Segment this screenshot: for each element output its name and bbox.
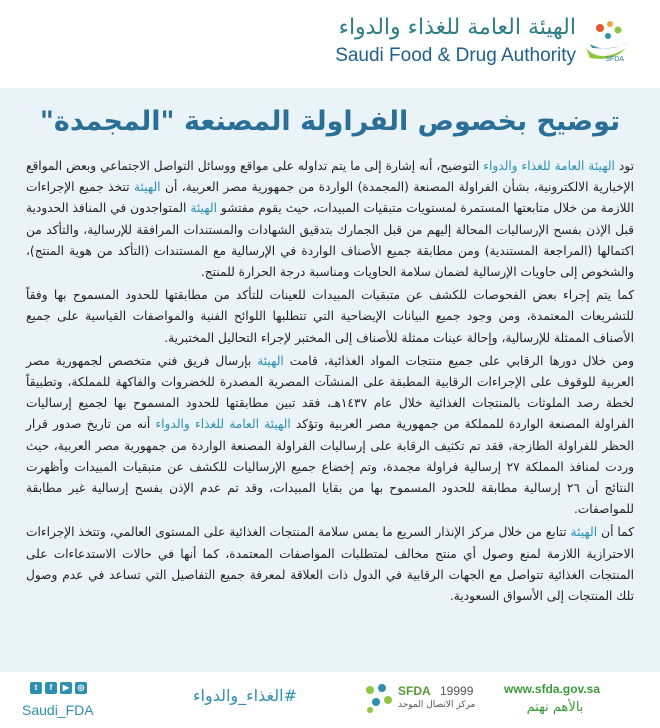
paragraph-text: كما يتم إجراء بعض الفحوصات للكشف عن متبقيات المبيدات للعينات للتأكد من مطابقتها للحدود المسموح بها وفقاً للتشريعات المعتمدة، ومن وجود جميع البيانات الإيضاحية التي تتطلبها اللوائح الفنية والمواصفات القياسية على جميع الأصناف الممثلة للإرسالية، وإحالة عينات ممثلة للأصناف إلى المختبر لإجراء التحاليل المختبرية. xyxy=(26,288,634,345)
authority-name-highlight: الهيئة العامة للغذاء والدواء xyxy=(483,159,615,173)
statement-paragraph xyxy=(26,285,634,349)
paragraph-text: المتواجدون في المنافذ الحدودية قبل الإذن بفسح الإرساليات المحالة إليهم من قبل الجمارك بتدقيق الشهادات والمستندات المرافقة للإرسالية، والتأكد من اكتمالها (المراجعة المستندية) ومن مطابقة جميع الأصناف الواردة في الإرسالية مع المستندات (التأكد من هوية المنتج)، والشخوص إلى حاويات الإرسالية لضمان سلامة الحاويات ومناسبة درجة الحرارة للمنتج. xyxy=(26,201,634,280)
paragraph-text: تتابع من خلال مركز الإنذار السريع ما يمس سلامة المنتجات الغذائية على المستوى العالمي، وتتخذ الإجراءات الاحترازية اللازمة لمنع وصول أي منتج مخالف لمتطلبات المواصفات المعتمدة، كما أنها في حالات الاستدعاءات على المنتجات الغذائية تتواصل مع الجهات الرقابية في الدول ذات العلاقة لمعرفة جميع التفاصيل التي تساعد في عدم وصول تلك المنتجات إلى الأسواق السعودية. xyxy=(26,525,634,604)
sfda-logo-text xyxy=(335,14,576,68)
statement-paragraph xyxy=(26,522,634,607)
youtube-icon[interactable]: ▶ xyxy=(60,682,72,694)
social-handle[interactable]: Saudi_FDA xyxy=(22,702,94,718)
authority-name-highlight: الهيئة xyxy=(257,353,284,368)
twitter-icon[interactable]: t xyxy=(30,682,42,694)
call-center-brand: SFDA xyxy=(398,684,431,698)
emblem-label: SFDA xyxy=(605,56,624,63)
call-center-label: مركز الاتصال الموحد xyxy=(398,700,476,710)
footer xyxy=(0,672,660,728)
authority-name-highlight: الهيئة xyxy=(190,201,217,216)
paragraph-text: بإرسال فريق فني متخصص لجمهورية مصر العربية للوقوف على الإجراءات الرقابية المطبقة على المنشآت المصرية المصدرة للخضروات والفاكهة للمملكة، وتطبيقاً لخطة رصد الملوثات بالمنتجات الغذائية خلال عام ١٤٣٧هـ، فقد تبين مطابقتها للحدود المسموح بها لجميع إرساليات الفراولة المصنعة الواردة للمملكة من جمهورية مصر العربية وتؤكد xyxy=(26,353,635,432)
statement-body xyxy=(26,156,634,609)
paragraph-text: كما أن xyxy=(597,525,634,540)
slogan: بالأهم نهتم xyxy=(526,700,584,715)
paragraph-text: تود xyxy=(614,159,634,173)
paragraph-text: ومن خلال دورها الرقابي على جميع منتجات المواد الغذائية، قامت xyxy=(283,353,634,368)
facebook-icon[interactable]: f xyxy=(45,682,57,694)
logo-arabic-name: الهيئة العامة للغذاء والدواء xyxy=(338,15,576,40)
social-icons xyxy=(30,682,87,694)
statement-paragraph xyxy=(26,156,634,283)
call-center-number: 19999 xyxy=(440,684,474,698)
paragraph-text: أنه من تاريخ صدور قرار الحظر للفراولة الطازجة، فقد تم تكثيف الرقابة على إرساليات الفراولة المصنعة الواردة من جمهورية مصر العربية، حيث وردت لمنافذ المملكة ٢٧ إرسالية فراولة مجمدة، وتم إخضاع جميع الإرساليات للكشف عن متبقيات المبيدات وأظهرت النتائج أن ٢٦ إرسالية مطابقة للحدود المسموح بها من بقايا المبيدات، وقد تم عدم الإذن بفسح إرسالية غير مطابقة للمواصفات. xyxy=(26,417,634,517)
sfda-emblem-icon xyxy=(580,14,636,74)
page-title: توضيح بخصوص الفراولة المصنعة "المجمدة" xyxy=(39,106,621,137)
hashtag[interactable]: #الغذاء_والدواء xyxy=(193,686,297,705)
authority-name-highlight: الهيئة العامة للغذاء والدواء xyxy=(155,417,291,432)
authority-name-highlight: الهيئة xyxy=(570,525,598,540)
header xyxy=(0,0,660,88)
instagram-icon[interactable]: ◎ xyxy=(75,682,87,694)
paragraph-text: التوضيح، أنه إشارة إلى ما يتم تداوله على مواقع ووسائل التواصل الاجتماعي وبعض المواقع الإخبارية الالكترونية، بشأن الفراولة المصنعة (المجمدة) الواردة من جمهورية مصر العربية، أن xyxy=(26,159,634,195)
logo-english-name: Saudi Food & Drug Authority xyxy=(335,45,576,66)
call-center-logo-icon xyxy=(360,680,396,716)
website-link[interactable]: www.sfda.gov.sa xyxy=(504,682,601,696)
authority-name-highlight: الهيئة xyxy=(133,180,161,195)
content-panel xyxy=(0,88,660,672)
statement-paragraph xyxy=(26,351,634,521)
paragraph-text: تتخذ جميع الإجراءات اللازمة من خلال متابعتها المستمرة لمستويات متبقيات المبيدات، حيث يقوم مفتشو xyxy=(26,180,634,216)
